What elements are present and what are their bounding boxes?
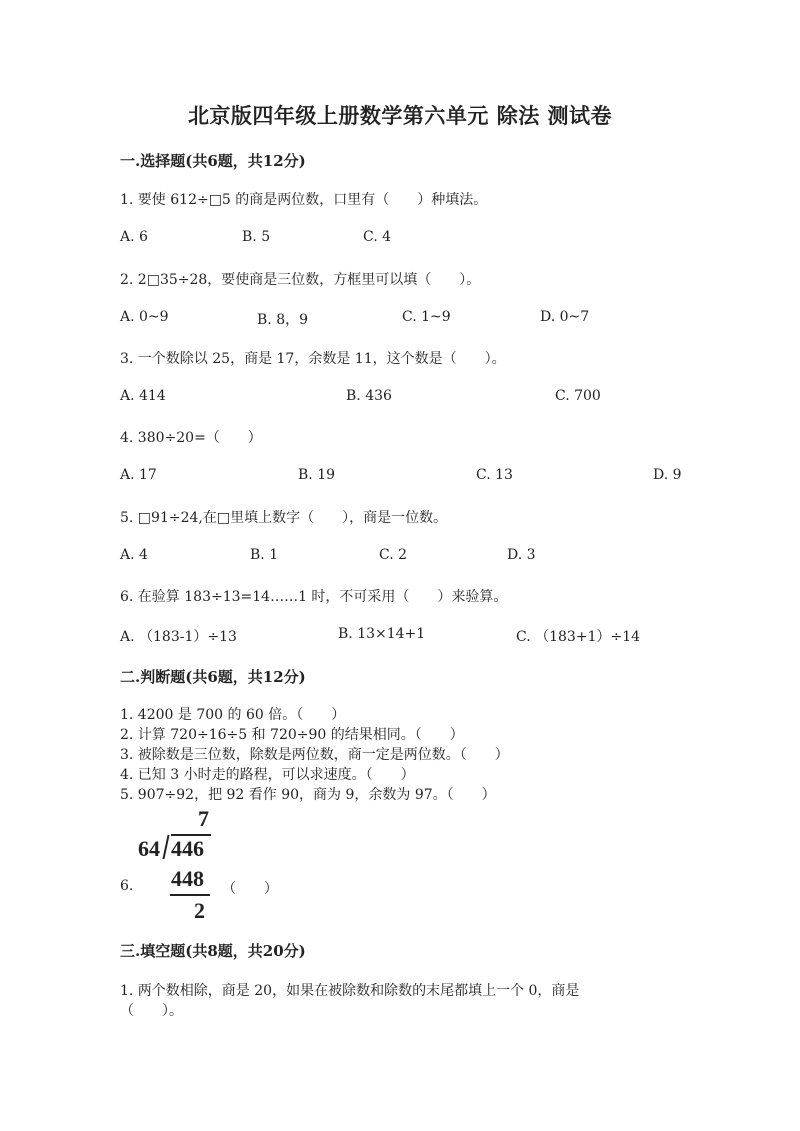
question-text: 6. 在验算 183÷13=14……1 时，不可采用（ ）来验算。 xyxy=(120,589,508,605)
option: B. 5 xyxy=(242,229,271,245)
option-row xyxy=(120,626,700,646)
option: A. 17 xyxy=(120,467,157,483)
question-text: 1. 要使 612÷□5 的商是两位数，口里有（ ）种填法。 xyxy=(120,192,488,208)
division-dividend: 446 xyxy=(171,836,204,861)
judgment-item: 4. 已知 3 小时走的路程，可以求速度。（ ） xyxy=(120,767,415,783)
option-row xyxy=(120,388,700,408)
option: C. 2 xyxy=(379,547,408,563)
page-title: 北京版四年级上册数学第六单元 除法 测试卷 xyxy=(187,103,613,128)
division-quotient: 7 xyxy=(198,806,209,831)
judgment-item: 2. 计算 720÷16÷5 和 720÷90 的结果相同。（ ） xyxy=(120,727,464,743)
judgment-item: 1. 4200 是 700 的 60 倍。（ ） xyxy=(120,707,346,723)
option: C. 1~9 xyxy=(402,309,451,325)
judgment-item-6-blank: （ ） xyxy=(222,881,278,897)
judgment-list xyxy=(120,705,509,805)
option-row xyxy=(120,547,700,567)
fill-question-line2: （ ）。 xyxy=(120,1003,183,1019)
option: D. 3 xyxy=(507,547,536,563)
option: A. 4 xyxy=(120,547,148,563)
option: C. （183+1）÷14 xyxy=(516,629,641,645)
option: D. 0~7 xyxy=(540,309,590,325)
option: B. 8，9 xyxy=(257,312,309,328)
option: A. （183-1）÷13 xyxy=(120,629,237,645)
question-text: 5. □91÷24,在□里填上数字（ ），商是一位数。 xyxy=(120,510,448,526)
section-heading-fill: 三.填空题(共8题，共20分) xyxy=(120,942,306,960)
section-heading-choice: 一.选择题(共6题，共12分) xyxy=(120,152,306,170)
section-heading-judgment: 二.判断题(共6题，共12分) xyxy=(120,668,306,686)
judgment-item-6-number: 6. xyxy=(120,878,134,894)
option-row xyxy=(120,467,700,487)
fill-question-line1: 1. 两个数相除，商是 20，如果在被除数和除数的末尾都填上一个 0，商是 xyxy=(120,983,580,999)
division-bracket-side xyxy=(162,835,169,859)
question-text: 3. 一个数除以 25，商是 17，余数是 11，这个数是（ ）。 xyxy=(120,351,506,367)
option: D. 9 xyxy=(653,467,682,483)
division-product: 448 xyxy=(171,866,204,891)
option: A. 414 xyxy=(120,388,166,404)
judgment-item: 3. 被除数是三位数，除数是两位数，商一定是两位数。（ ） xyxy=(120,747,509,763)
division-divisor: 64 xyxy=(138,836,160,861)
question-text: 2. 2□35÷28，要使商是三位数，方框里可以填（ ）。 xyxy=(120,272,481,288)
option: C. 700 xyxy=(555,388,601,404)
option: B. 19 xyxy=(298,467,336,483)
option-row xyxy=(120,309,700,329)
division-remainder: 2 xyxy=(194,898,205,923)
division-line xyxy=(170,894,210,896)
option: C. 13 xyxy=(476,467,513,483)
option: A. 0~9 xyxy=(120,309,169,325)
option: B. 1 xyxy=(250,547,279,563)
judgment-item: 5. 907÷92，把 92 看作 90，商为 9，余数为 97。（ ） xyxy=(120,787,496,803)
long-division-figure xyxy=(138,808,218,926)
question-text: 4. 380÷20=（ ） xyxy=(120,430,262,446)
option: B. 13×14+1 xyxy=(338,626,426,642)
option: A. 6 xyxy=(120,229,148,245)
option: C. 4 xyxy=(363,229,392,245)
option-row xyxy=(120,229,700,249)
option: B. 436 xyxy=(346,388,392,404)
